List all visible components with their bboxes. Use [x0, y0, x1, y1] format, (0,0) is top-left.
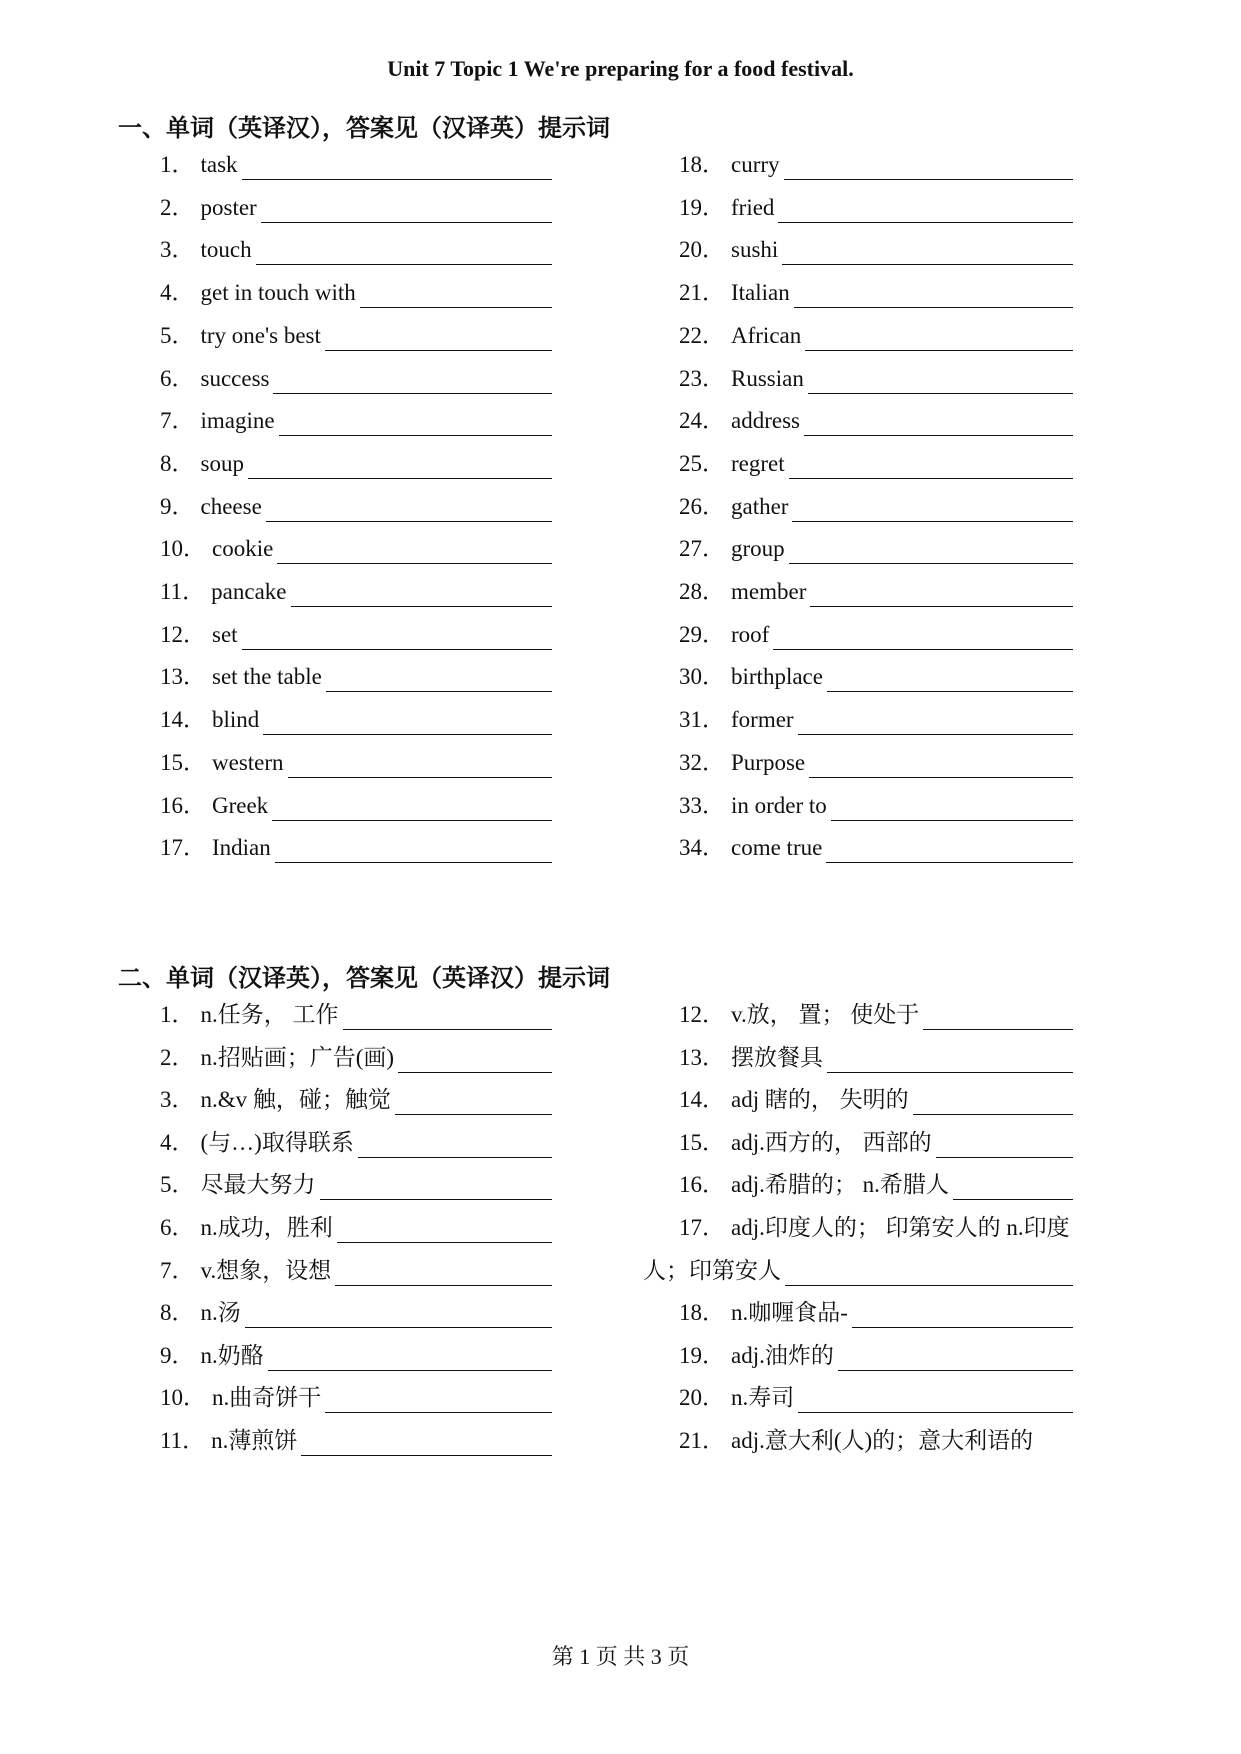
vocab-item [160, 1085, 552, 1115]
item-number: 7． [160, 1257, 195, 1283]
vocab-item [679, 1213, 1073, 1243]
item-text: curry [731, 152, 780, 177]
vocab-item [679, 449, 1073, 479]
item-number: 19． [679, 194, 725, 220]
answer-blank[interactable] [256, 240, 552, 265]
item-number: 10． [160, 1385, 206, 1411]
answer-blank[interactable] [852, 1303, 1073, 1328]
item-text: n.奶酪 [200, 1342, 264, 1368]
answer-blank[interactable] [245, 1303, 552, 1328]
vocab-item [679, 1298, 1073, 1328]
answer-blank[interactable] [242, 155, 552, 180]
answer-blank[interactable] [325, 326, 552, 351]
item-text: 人；印第安人 [643, 1257, 781, 1283]
answer-blank[interactable] [248, 454, 552, 479]
vocab-item [679, 791, 1073, 821]
item-text: n.任务， 工作 [200, 1002, 339, 1027]
item-text: blind [212, 707, 260, 733]
item-number: 10． [160, 536, 206, 562]
vocab-item [679, 1383, 1073, 1413]
item-number: 14． [679, 1087, 725, 1113]
answer-blank[interactable] [275, 838, 552, 863]
item-text: soup [200, 450, 244, 476]
item-text: n.汤 [200, 1300, 241, 1326]
answer-blank[interactable] [326, 667, 552, 692]
answer-blank[interactable] [272, 796, 552, 821]
answer-blank[interactable] [794, 283, 1073, 308]
answer-blank[interactable] [261, 198, 552, 223]
vocab-item [679, 1128, 1073, 1158]
vocab-item [679, 705, 1073, 735]
vocab-item [679, 577, 1073, 607]
vocab-item [160, 1128, 552, 1158]
vocab-item [679, 321, 1073, 351]
vocab-item [160, 1043, 552, 1073]
answer-blank[interactable] [337, 1218, 552, 1243]
item-number: 2． [160, 194, 195, 220]
answer-blank[interactable] [805, 326, 1073, 351]
vocab-item [679, 620, 1073, 650]
item-number: 9． [160, 1342, 195, 1368]
vocab-item [679, 150, 1073, 180]
vocab-item [679, 1426, 1073, 1456]
item-text: cookie [212, 536, 274, 562]
item-text: v.放， 置； 使处于 [731, 1002, 920, 1027]
vocab-item [679, 833, 1073, 863]
item-text: former [731, 707, 794, 733]
item-number: 34． [679, 835, 725, 861]
answer-blank[interactable] [325, 1388, 552, 1413]
vocab-item [679, 1085, 1073, 1115]
vocab-item [679, 662, 1073, 692]
answer-blank[interactable] [266, 497, 552, 522]
answer-blank[interactable] [242, 625, 552, 650]
vocab-item [160, 534, 552, 564]
answer-blank[interactable] [291, 582, 553, 607]
item-number: 7． [160, 408, 195, 434]
vocab-item [160, 1341, 552, 1371]
item-text: n.招贴画；广告(画) [200, 1044, 395, 1070]
item-number: 22． [679, 322, 725, 348]
item-number: 30． [679, 664, 725, 690]
item-text: adj.印度人的； 印第安人的 n.印度 [731, 1215, 1070, 1240]
item-text: western [212, 749, 284, 775]
item-number: 20． [679, 237, 725, 263]
answer-blank[interactable] [785, 1261, 1073, 1286]
answer-blank[interactable] [343, 1005, 553, 1030]
vocab-item [679, 193, 1073, 223]
item-number: 6． [160, 365, 195, 391]
item-text: cheese [200, 493, 262, 519]
answer-blank[interactable] [808, 369, 1073, 394]
vocab-item-continuation [643, 1256, 1073, 1286]
item-text: adj 瞎的， 失明的 [731, 1087, 909, 1113]
item-number: 2． [160, 1044, 195, 1070]
answer-blank[interactable] [827, 1048, 1073, 1073]
page-title: Unit 7 Topic 1 We're preparing for a food festival. [387, 56, 854, 81]
vocab-item [160, 705, 552, 735]
item-text: set the table [212, 664, 322, 690]
vocab-item [160, 150, 552, 180]
item-number: 12． [679, 1002, 725, 1027]
vocab-item [160, 278, 552, 308]
item-number: 13． [679, 1044, 725, 1070]
answer-blank[interactable] [784, 155, 1073, 180]
vocab-item [160, 620, 552, 650]
item-number: 20． [679, 1385, 725, 1411]
item-text: n.曲奇饼干 [212, 1385, 322, 1411]
item-text: member [731, 579, 807, 604]
item-text: 摆放餐具 [731, 1044, 823, 1070]
answer-blank[interactable] [360, 283, 552, 308]
section-2-heading: 二、单词（汉译英），答案见（英译汉）提示词 [118, 964, 610, 992]
item-text: imagine [200, 408, 275, 434]
answer-blank[interactable] [789, 454, 1073, 479]
item-number: 1． [160, 152, 195, 177]
item-text: come true [731, 835, 823, 861]
item-text: touch [200, 237, 252, 263]
item-text: task [200, 152, 238, 177]
answer-blank[interactable] [826, 838, 1073, 863]
item-number: 32． [679, 749, 725, 775]
vocab-item [679, 492, 1073, 522]
item-number: 17． [160, 835, 206, 861]
answer-blank[interactable] [798, 1388, 1073, 1413]
vocab-item [679, 534, 1073, 564]
item-text: (与…)取得联系 [200, 1129, 354, 1155]
item-number: 4． [160, 1129, 195, 1155]
item-number: 18． [679, 152, 725, 177]
vocab-item [160, 1170, 552, 1200]
page-footer: 第 1 页 共 3 页 [551, 1644, 690, 1669]
item-text: n.寿司 [731, 1385, 795, 1411]
answer-blank[interactable] [279, 411, 552, 436]
item-text: get in touch with [200, 280, 356, 306]
item-number: 24． [679, 408, 725, 434]
item-text: Indian [212, 835, 271, 861]
answer-blank[interactable] [277, 539, 552, 564]
answer-blank[interactable] [792, 497, 1073, 522]
item-number: 16． [160, 792, 206, 818]
vocab-item [160, 492, 552, 522]
item-text: fried [731, 194, 775, 220]
item-number: 21． [679, 280, 725, 306]
answer-blank[interactable] [335, 1261, 552, 1286]
item-number: 33． [679, 792, 725, 818]
vocab-item [160, 1000, 552, 1030]
item-text: poster [200, 194, 257, 220]
item-text: n.&v 触，碰；触觉 [200, 1087, 391, 1113]
item-text: address [731, 408, 800, 434]
vocab-item [679, 406, 1073, 436]
answer-blank[interactable] [913, 1090, 1073, 1115]
item-number: 25． [679, 450, 725, 476]
answer-blank[interactable] [798, 710, 1073, 735]
vocab-item [160, 235, 552, 265]
item-number: 19． [679, 1342, 725, 1368]
item-number: 15． [679, 1129, 725, 1155]
item-text: adj.意大利(人)的；意大利语的 [731, 1428, 1034, 1453]
item-text: adj.西方的， 西部的 [731, 1129, 932, 1155]
vocab-item [160, 1213, 552, 1243]
item-number: 26． [679, 493, 725, 519]
answer-blank[interactable] [936, 1133, 1073, 1158]
item-number: 21． [679, 1428, 725, 1453]
item-text: n.薄煎饼 [211, 1428, 298, 1453]
vocab-item [679, 1000, 1073, 1030]
item-text: African [731, 322, 802, 348]
vocab-item [679, 235, 1073, 265]
item-number: 11． [160, 579, 206, 604]
vocab-item [679, 1170, 1073, 1200]
vocab-item [160, 833, 552, 863]
item-text: set [212, 621, 238, 647]
vocab-item [160, 662, 552, 692]
item-number: 9． [160, 493, 195, 519]
answer-blank[interactable] [831, 796, 1073, 821]
vocab-item [160, 321, 552, 351]
vocab-item [160, 449, 552, 479]
vocab-item [679, 364, 1073, 394]
item-text: n.咖喱食品- [731, 1300, 848, 1326]
item-number: 28． [679, 579, 725, 604]
item-number: 12． [160, 621, 206, 647]
vocab-item [160, 748, 552, 778]
answer-blank[interactable] [268, 1346, 552, 1371]
item-number: 5． [160, 322, 195, 348]
item-number: 4． [160, 280, 195, 306]
vocab-item [160, 1298, 552, 1328]
vocab-item [160, 1426, 552, 1456]
item-number: 15． [160, 749, 206, 775]
answer-blank[interactable] [263, 710, 552, 735]
item-text: adj.油炸的 [731, 1342, 834, 1368]
item-text: adj.希腊的； n.希腊人 [731, 1172, 949, 1198]
item-number: 3． [160, 1087, 195, 1113]
item-text: n.成功，胜利 [200, 1215, 333, 1240]
item-number: 17． [679, 1215, 725, 1240]
item-number: 29． [679, 621, 725, 647]
item-text: Italian [731, 280, 790, 306]
item-text: in order to [731, 792, 827, 818]
answer-blank[interactable] [782, 240, 1073, 265]
answer-blank[interactable] [773, 625, 1073, 650]
item-text: 尽最大努力 [200, 1172, 316, 1198]
item-text: pancake [211, 579, 287, 604]
vocab-item [160, 364, 552, 394]
item-text: Purpose [731, 749, 806, 775]
answer-blank[interactable] [288, 753, 552, 778]
answer-blank[interactable] [809, 753, 1073, 778]
vocab-item [679, 748, 1073, 778]
answer-blank[interactable] [398, 1048, 552, 1073]
vocab-item [160, 406, 552, 436]
item-number: 8． [160, 1300, 195, 1326]
item-text: Greek [212, 792, 269, 818]
answer-blank[interactable] [778, 198, 1073, 223]
item-number: 11． [160, 1428, 206, 1453]
vocab-item [679, 1043, 1073, 1073]
vocab-item [160, 791, 552, 821]
answer-blank[interactable] [827, 667, 1073, 692]
item-number: 13． [160, 664, 206, 690]
item-number: 1． [160, 1002, 195, 1027]
vocab-item [160, 1383, 552, 1413]
item-number: 14． [160, 707, 206, 733]
item-number: 16． [679, 1172, 725, 1198]
item-number: 5． [160, 1172, 195, 1198]
item-number: 23． [679, 365, 725, 391]
vocab-item [160, 577, 552, 607]
item-text: v.想象，设想 [200, 1257, 332, 1283]
answer-blank[interactable] [923, 1005, 1073, 1030]
item-number: 27． [679, 536, 725, 562]
item-text: gather [731, 493, 789, 519]
item-number: 18． [679, 1300, 725, 1326]
item-text: success [200, 365, 270, 391]
answer-blank[interactable] [953, 1175, 1073, 1200]
answer-blank[interactable] [789, 539, 1073, 564]
answer-blank[interactable] [804, 411, 1073, 436]
vocab-item [160, 1256, 552, 1286]
vocab-item [679, 1341, 1073, 1371]
answer-blank[interactable] [395, 1090, 552, 1115]
item-text: group [731, 536, 785, 562]
vocab-item [160, 193, 552, 223]
answer-blank[interactable] [838, 1346, 1073, 1371]
answer-blank[interactable] [320, 1175, 553, 1200]
item-text: birthplace [731, 664, 823, 690]
item-number: 31． [679, 707, 725, 733]
item-number: 3． [160, 237, 195, 263]
vocab-item [679, 278, 1073, 308]
section-1-heading: 一、单词（英译汉），答案见（汉译英）提示词 [118, 114, 610, 142]
item-number: 6． [160, 1215, 195, 1240]
item-text: regret [731, 450, 785, 476]
item-text: sushi [731, 237, 779, 263]
answer-blank[interactable] [301, 1431, 552, 1456]
item-text: Russian [731, 365, 804, 391]
item-text: try one's best [200, 322, 321, 348]
answer-blank[interactable] [273, 369, 552, 394]
item-number: 8． [160, 450, 195, 476]
item-text: roof [731, 621, 770, 647]
answer-blank[interactable] [810, 582, 1073, 607]
answer-blank[interactable] [358, 1133, 552, 1158]
